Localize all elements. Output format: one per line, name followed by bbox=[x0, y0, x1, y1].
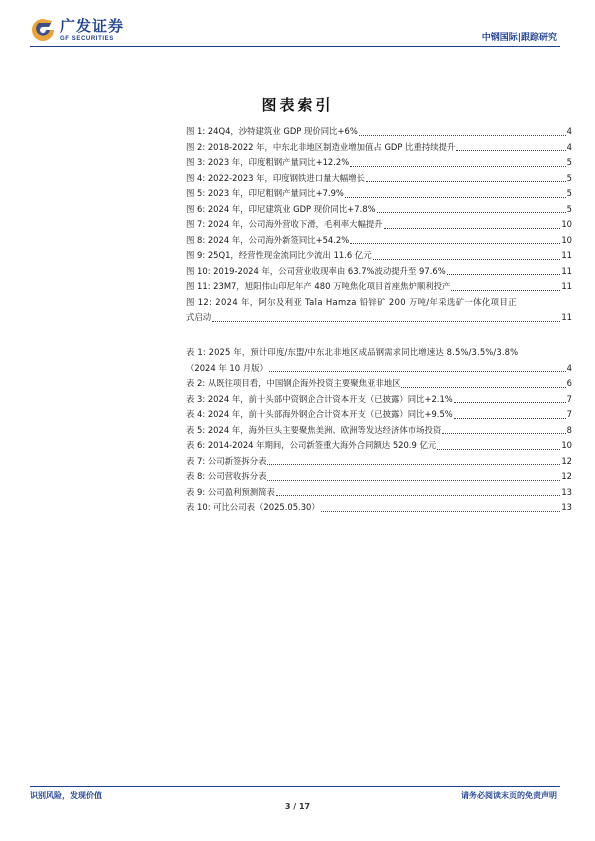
page-number: 3 / 17 bbox=[284, 802, 311, 811]
toc-entry-page: 11 bbox=[561, 265, 572, 276]
toc-entry-page: 7 bbox=[566, 393, 572, 404]
figure-index-list bbox=[186, 124, 572, 326]
toc-entry-page: 4 bbox=[566, 126, 572, 136]
toc-entry-table-6[interactable] bbox=[186, 438, 572, 454]
leader-dots bbox=[267, 464, 560, 465]
toc-entry-page: 10 bbox=[561, 219, 572, 229]
toc-entry-label: 图 1: 24Q4，沙特建筑业 GDP 现价同比+6% bbox=[186, 126, 358, 136]
leader-dots bbox=[401, 387, 565, 388]
leader-dots bbox=[373, 259, 561, 260]
toc-entry-page: 4 bbox=[566, 362, 572, 373]
leader-dots bbox=[451, 290, 560, 291]
toc-entry-label: 表 7: 公司新签拆分表 bbox=[186, 455, 267, 466]
toc-entry-page: 12 bbox=[561, 471, 572, 481]
leader-dots bbox=[454, 418, 566, 419]
leader-dots bbox=[442, 433, 565, 434]
toc-entry-page: 7 bbox=[566, 409, 572, 419]
toc-entry-table-8[interactable] bbox=[186, 469, 572, 485]
leader-dots bbox=[384, 228, 561, 229]
toc-entry-page: 13 bbox=[561, 486, 572, 497]
toc-entry-figure-7[interactable] bbox=[186, 217, 572, 233]
toc-entry-label: 表 8: 公司营收拆分表 bbox=[186, 471, 267, 481]
toc-entry-label: 图 4: 2022-2023 年，印度钢铁进口量大幅增长 bbox=[186, 172, 366, 183]
toc-entry-label: 表 1: 2025 年，预计印度/东盟/中东北非地区成品钢需求同比增速达 8.5%/3.5%/3.8% bbox=[186, 347, 519, 357]
toc-entry-label: 表 4: 2024 年，前十头部海外钢企合计资本开支（已披露）同比+9.5% bbox=[186, 409, 453, 419]
toc-entry-figure-1[interactable] bbox=[186, 124, 572, 140]
toc-entry-label: 表 6: 2014-2024 年期间，公司新签重大海外合同额达 520.9 亿元 bbox=[186, 440, 437, 450]
toc-entry-figure-8[interactable] bbox=[186, 233, 572, 249]
toc-entry-figure-11[interactable] bbox=[186, 279, 572, 295]
logo-chinese-text: 广发证券 bbox=[60, 16, 125, 35]
toc-entry-page: 10 bbox=[561, 234, 572, 245]
footer-divider bbox=[30, 786, 560, 787]
toc-entry-figure-10[interactable] bbox=[186, 264, 572, 280]
toc-entry-label: 图 2: 2018-2022 年，中东北非地区制造业增加值占 GDP 比重持续提升 bbox=[186, 141, 456, 152]
toc-entry-table-2[interactable] bbox=[186, 376, 572, 392]
toc-entry-label: 表 2: 从既往项目看，中国钢企海外投资主要聚焦亚非地区 bbox=[186, 378, 401, 388]
header-divider bbox=[30, 46, 560, 47]
leader-dots bbox=[321, 511, 561, 512]
footer-slogan: 识别风险，发现价值 bbox=[30, 791, 102, 800]
leader-dots bbox=[447, 274, 561, 275]
toc-entry-figure-3[interactable] bbox=[186, 155, 572, 171]
toc-entry-page: 11 bbox=[561, 312, 572, 322]
toc-entry-label-continued: （2024 年 10 月版） bbox=[186, 362, 268, 373]
toc-entry-label: 表 10: 可比公司表（2025.05.30） bbox=[186, 502, 320, 512]
toc-entry-label: 表 3: 2024 年，前十头部中资钢企合计资本开支（已披露）同比+2.1% bbox=[186, 393, 453, 404]
toc-entry-table-9[interactable] bbox=[186, 485, 572, 501]
leader-dots bbox=[276, 495, 560, 496]
toc-entry-page: 13 bbox=[561, 502, 572, 512]
leader-dots bbox=[454, 402, 566, 403]
toc-entry-figure-4[interactable] bbox=[186, 171, 572, 187]
toc-entry-page: 11 bbox=[561, 250, 572, 260]
toc-entry-label: 图 7: 2024 年，公司海外营收下滑，毛利率大幅提升 bbox=[186, 219, 383, 229]
logo-english-text: GF SECURITIES bbox=[60, 35, 114, 42]
toc-entry-label: 表 9: 公司盈利预测简表 bbox=[186, 486, 275, 497]
gf-logo-icon bbox=[30, 17, 56, 43]
toc-entry-label: 表 5: 2024 年，海外巨头主要聚焦美洲、欧洲等发达经济体市场投资 bbox=[186, 424, 442, 435]
toc-entry-label: 图 10: 2019-2024 年，公司营业收现率由 63.7%波动提升至 97.6% bbox=[186, 265, 446, 276]
footer-disclaimer-note: 请务必阅读末页的免责声明 bbox=[461, 791, 557, 800]
toc-entry-page: 8 bbox=[566, 424, 572, 435]
leader-dots bbox=[267, 480, 560, 481]
toc-entry-figure-12[interactable] bbox=[186, 295, 572, 326]
toc-entry-label: 图 9: 25Q1，经营性现金流同比少流出 11.6 亿元 bbox=[186, 250, 372, 260]
toc-entry-page: 5 bbox=[566, 157, 572, 167]
toc-entry-figure-9[interactable] bbox=[186, 248, 572, 264]
toc-entry-page: 4 bbox=[566, 141, 572, 152]
toc-entry-label: 图 6: 2024 年，印尼建筑业 GDP 现价同比+7.8% bbox=[186, 203, 376, 214]
leader-dots bbox=[345, 197, 566, 198]
report-type-label: 中钢国际|跟踪研究 bbox=[481, 33, 557, 43]
leader-dots bbox=[212, 321, 560, 322]
toc-entry-label: 图 8: 2024 年，公司海外新签同比+54.2% bbox=[186, 234, 350, 245]
toc-entry-label-continued: 式启动 bbox=[186, 312, 212, 322]
leader-dots bbox=[350, 243, 560, 244]
toc-entry-figure-2[interactable] bbox=[186, 140, 572, 156]
leader-dots bbox=[269, 371, 566, 372]
toc-entry-page: 5 bbox=[566, 172, 572, 183]
leader-dots bbox=[359, 135, 566, 136]
toc-entry-page: 11 bbox=[561, 281, 572, 291]
toc-entry-figure-6[interactable] bbox=[186, 202, 572, 218]
page-header bbox=[0, 0, 595, 52]
toc-entry-table-10[interactable] bbox=[186, 500, 572, 516]
leader-dots bbox=[350, 166, 565, 167]
leader-dots bbox=[437, 449, 560, 450]
page-title: 图表索引 bbox=[261, 96, 334, 114]
toc-entry-table-3[interactable] bbox=[186, 392, 572, 408]
toc-entry-table-7[interactable] bbox=[186, 454, 572, 470]
toc-entry-label: 图 11: 23M7，旭阳伟山印尼年产 480 万吨焦化项目首座焦炉顺利投产 bbox=[186, 281, 451, 291]
toc-entry-figure-5[interactable] bbox=[186, 186, 572, 202]
leader-dots bbox=[456, 150, 565, 151]
toc-entry-page: 10 bbox=[561, 440, 572, 450]
toc-entry-label: 图 5: 2023 年，印尼粗钢产量同比+7.9% bbox=[186, 188, 344, 198]
toc-entry-label: 图 12: 2024 年，阿尔及利亚 Tala Hamza 铅锌矿 200 万吨/年采选矿一体化项目正 bbox=[186, 296, 517, 307]
leader-dots bbox=[377, 212, 566, 213]
leader-dots bbox=[366, 181, 566, 182]
toc-entry-label: 图 3: 2023 年，印度粗钢产量同比+12.2% bbox=[186, 157, 350, 167]
toc-entry-page: 5 bbox=[566, 203, 572, 214]
toc-entry-page: 6 bbox=[566, 378, 572, 388]
table-index-list bbox=[186, 345, 572, 516]
company-logo bbox=[30, 17, 124, 43]
toc-entry-table-5[interactable] bbox=[186, 423, 572, 439]
toc-entry-table-1[interactable] bbox=[186, 345, 572, 376]
toc-entry-page: 5 bbox=[566, 188, 572, 198]
toc-entry-table-4[interactable] bbox=[186, 407, 572, 423]
toc-entry-page: 12 bbox=[561, 455, 572, 466]
